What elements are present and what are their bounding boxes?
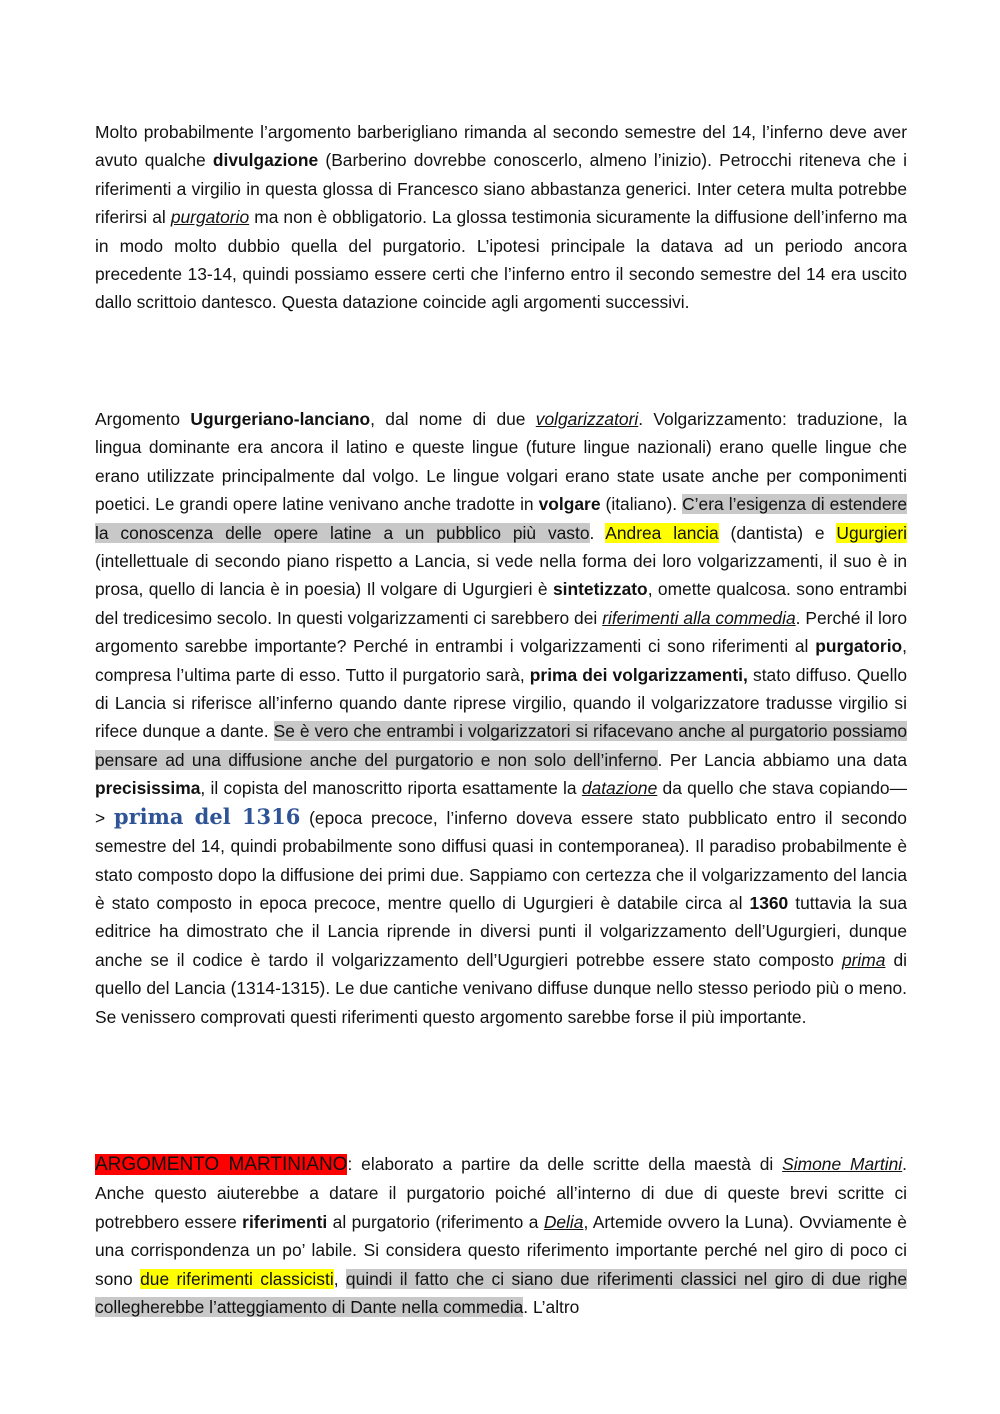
bold-term: precisissima bbox=[95, 778, 201, 799]
text-run: da quello che stava copiando—> bbox=[95, 778, 907, 828]
yellow-highlight: due riferimenti classicisti bbox=[140, 1268, 334, 1289]
paragraph-barberigliano bbox=[95, 118, 907, 317]
bold-term: Ugurgeriano-lanciano bbox=[190, 409, 371, 429]
underlined-term: riferimenti alla commedia bbox=[602, 607, 796, 628]
paragraph-ugurgeriano-lanciano bbox=[95, 405, 907, 1031]
bold-term: divulgazione bbox=[212, 150, 319, 171]
text-run: (dantista) e bbox=[718, 522, 837, 543]
bold-term: volgare bbox=[538, 494, 601, 515]
text-run: di quello del Lancia (1314-1315). Le due cantiche venivano diffuse dunque nello stesso periodo più o meno. Se venissero comprovati questi riferimenti questo argomento sarebbe forse il più importante. bbox=[95, 949, 907, 1027]
text-run: Argomento bbox=[95, 409, 191, 429]
red-highlight-heading: ARGOMENTO MARTINIANO bbox=[95, 1154, 348, 1175]
bold-term: 1360 bbox=[749, 892, 789, 913]
text-run: . bbox=[589, 522, 606, 543]
bold-term: purgatorio bbox=[815, 636, 903, 657]
text-run: . Perché il loro argomento sarebbe importante? Perché in entrambi i volgarizzamenti ci sono riferimenti al bbox=[95, 607, 908, 657]
text-run: (epoca precoce, l’inferno doveva essere stato pubblicato entro il secondo semestre del 14, quindi probabilmente sono diffusi quasi in contemporanea). Il paradiso probabilmente è stato composto dopo la diffusione dei primi due. Sappiamo con certezza che il volgarizzamento del lancia è stato composto in epoca precoce, mentre quello di Ugurgieri è databile circa al bbox=[95, 807, 907, 913]
text-run: . Per Lancia abbiamo una data bbox=[657, 749, 907, 770]
text-run: (italiano). bbox=[600, 494, 683, 515]
text-run: (Barberino dovrebbe conoscerlo, almeno l’inizio). Petrocchi riteneva che i riferimenti a virgilio in questa glossa di Francesco siano abbastanza generici. Inter cetera multa potrebbe riferirsi al bbox=[95, 150, 907, 228]
bold-term: riferimenti bbox=[242, 1211, 328, 1232]
yellow-highlight: Andrea lancia bbox=[605, 522, 719, 543]
text-run: , bbox=[333, 1268, 346, 1289]
text-run: , compresa l’ultima parte di esso. Tutto il purgatorio sarà, bbox=[95, 636, 907, 685]
text-run: . Anche questo aiuterebbe a datare il purgatorio poiché all’interno di due di queste brevi scritte ci potrebbero essere bbox=[95, 1154, 908, 1232]
text-run: , Artemide ovvero la Luna). Ovviamente è una corrispondenza un po’ labile. Si considera questo riferimento importante perché nel giro di poco ci sono bbox=[95, 1211, 907, 1289]
underlined-term: Delia bbox=[543, 1211, 584, 1232]
text-run: . L’altro bbox=[523, 1297, 580, 1318]
text-run: stato diffuso. Quello di Lancia si riferisce all’inferno quando dante riprese virgilio, quando il volgarizzatore tradusse virgilio si rifece dunque a dante. bbox=[95, 664, 907, 742]
gray-highlight: C’era l’esigenza di estendere la conoscenza delle opere latine a un pubblico più vasto bbox=[95, 494, 907, 543]
date-heading: prima del 1316 bbox=[113, 803, 301, 829]
underlined-term: Simone Martini bbox=[782, 1154, 903, 1174]
text-run: . Volgarizzamento: traduzione, la lingua dominante era ancora il latino e queste lingue (future lingue nazionali) erano quelle lingue che erano utilizzate principalmente dal volgo. Le lingue volgari erano state usate anche per componimenti poetici. Le grandi opere latine venivano anche tradotte in bbox=[95, 409, 907, 515]
yellow-highlight: Ugurgieri bbox=[836, 522, 907, 543]
gray-highlight: Se è vero che entrambi i volgarizzatori si rifacevano anche al purgatorio possiamo pensare ad una diffusione anche del purgatorio e non solo dell’inferno bbox=[95, 721, 907, 770]
text-run: , omette qualcosa. sono entrambi del tredicesimo secolo. In questi volgarizzamenti ci sarebbero dei bbox=[95, 579, 908, 628]
text-run: al purgatorio (riferimento a bbox=[327, 1211, 544, 1232]
text-run: : elaborato a partire da delle scritte della maestà di bbox=[347, 1154, 783, 1174]
paragraph-martiniano bbox=[95, 1150, 907, 1321]
underlined-term: datazione bbox=[581, 778, 658, 799]
underlined-term: volgarizzatori bbox=[535, 409, 639, 429]
text-run: tuttavia la sua editrice ha dimostrato che il Lancia riprende in diversi punti il volgarizzamento dell’Ugurgieri, dunque anche se il codice è tardo il volgarizzamento dell’Ugurgieri potrebbe essere stato composto bbox=[95, 892, 908, 970]
text-run: , il copista del manoscritto riporta esattamente la bbox=[200, 778, 582, 799]
underlined-term: purgatorio bbox=[170, 207, 250, 228]
underlined-term: prima bbox=[841, 949, 886, 970]
text-run: (intellettuale di secondo piano rispetto a Lancia, si vede nella forma dei loro volgarizzamenti, il suo è in prosa, quello di lancia è in poesia) Il volgare di Ugurgieri è bbox=[95, 551, 907, 600]
text-run: Molto probabilmente l’argomento barberigliano rimanda al secondo semestre del 14, l’inferno deve aver avuto qualche bbox=[95, 122, 907, 171]
gray-highlight: quindi il fatto che ci siano due riferimenti classici nel giro di due righe collegherebbe l’atteggiamento di Dante nella commedia bbox=[95, 1268, 908, 1318]
bold-term: prima dei volgarizzamenti, bbox=[529, 664, 748, 685]
text-run: , dal nome di due bbox=[370, 409, 536, 429]
bold-term: sintetizzato bbox=[552, 579, 648, 600]
text-run: ma non è obbligatorio. La glossa testimonia sicuramente la diffusione dell’inferno ma in modo molto dubbio quella del purgatorio. L’ipotesi principale la datava ad un periodo ancora precedente 13-14, quindi possiamo essere certi che l’inferno entro il secondo semestre del 14 era uscito dallo scrittoio dantesco. Questa datazione coincide agli argomenti successivi. bbox=[95, 207, 907, 313]
